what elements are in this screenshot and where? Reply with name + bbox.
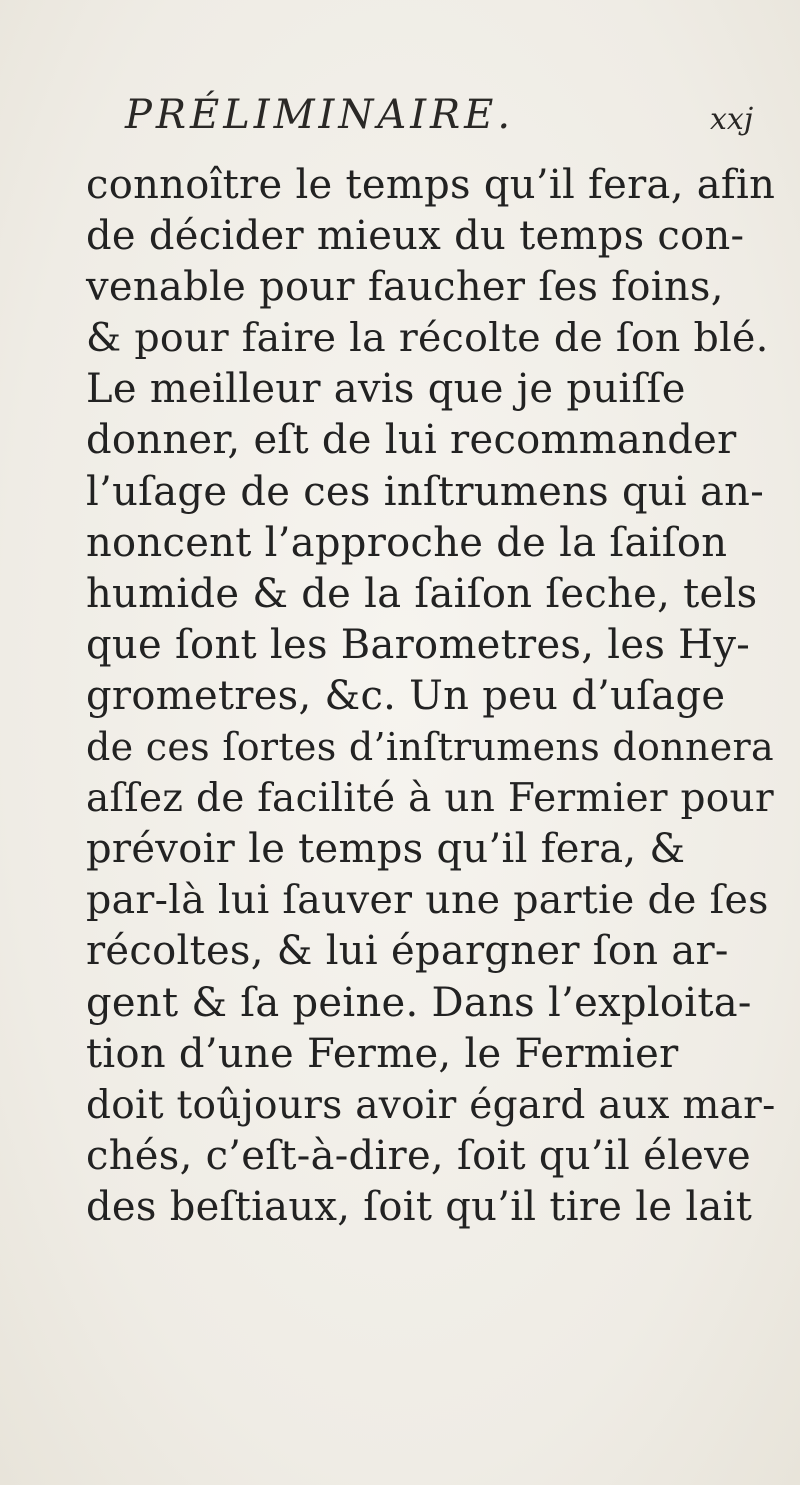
text-line: doit toûjours avoir égard aux mar- [86,1082,776,1128]
text-line: humide & de la ſaiſon ſeche, tels [86,570,758,617]
running-title: PRÉLIMINAIRE. [125,92,515,138]
text-line: chés, c’eſt-à-dire, ſoit qu’il éleve [86,1132,752,1179]
text-line: des beſtiaux, ſoit qu’il tire le lait [86,1183,753,1230]
text-line: noncent l’approche de la ſaiſon [86,519,728,566]
text-line: connoître le temps qu’il fera, afin [86,162,776,208]
page-number: xxj [710,102,754,137]
page-header [0,92,800,152]
text-line: gent & ſa peine. Dans l’exploita- [86,979,752,1026]
text-line: par-là lui ſauver une partie de ſes [86,877,769,924]
body-text [86,160,776,1233]
text-line: aſſez de facilité à un Fermier pour [86,776,774,822]
text-line: de ces ſortes d’inſtrumens donnera [86,725,774,770]
text-line: venable pour faucher ſes foins, [86,264,724,311]
text-line: grometres, &c. Un peu d’uſage [86,672,726,719]
text-line: de décider mieux du temps con- [86,213,745,260]
text-line: Le meilleur avis que je puiſſe [86,366,686,413]
text-line: que ſont les Barometres, les Hy- [86,621,751,668]
text-line: l’uſage de ces inſtrumens qui an- [86,468,765,515]
text-line: donner, eſt de lui recommander [86,417,737,464]
text-line: tion d’une Ferme, le Fermier [86,1030,679,1077]
text-line: récoltes, & lui épargner ſon ar- [86,928,729,975]
text-line: prévoir le temps qu’il fera, & [86,826,686,873]
text-line: & pour faire la récolte de ſon blé. [86,315,769,362]
